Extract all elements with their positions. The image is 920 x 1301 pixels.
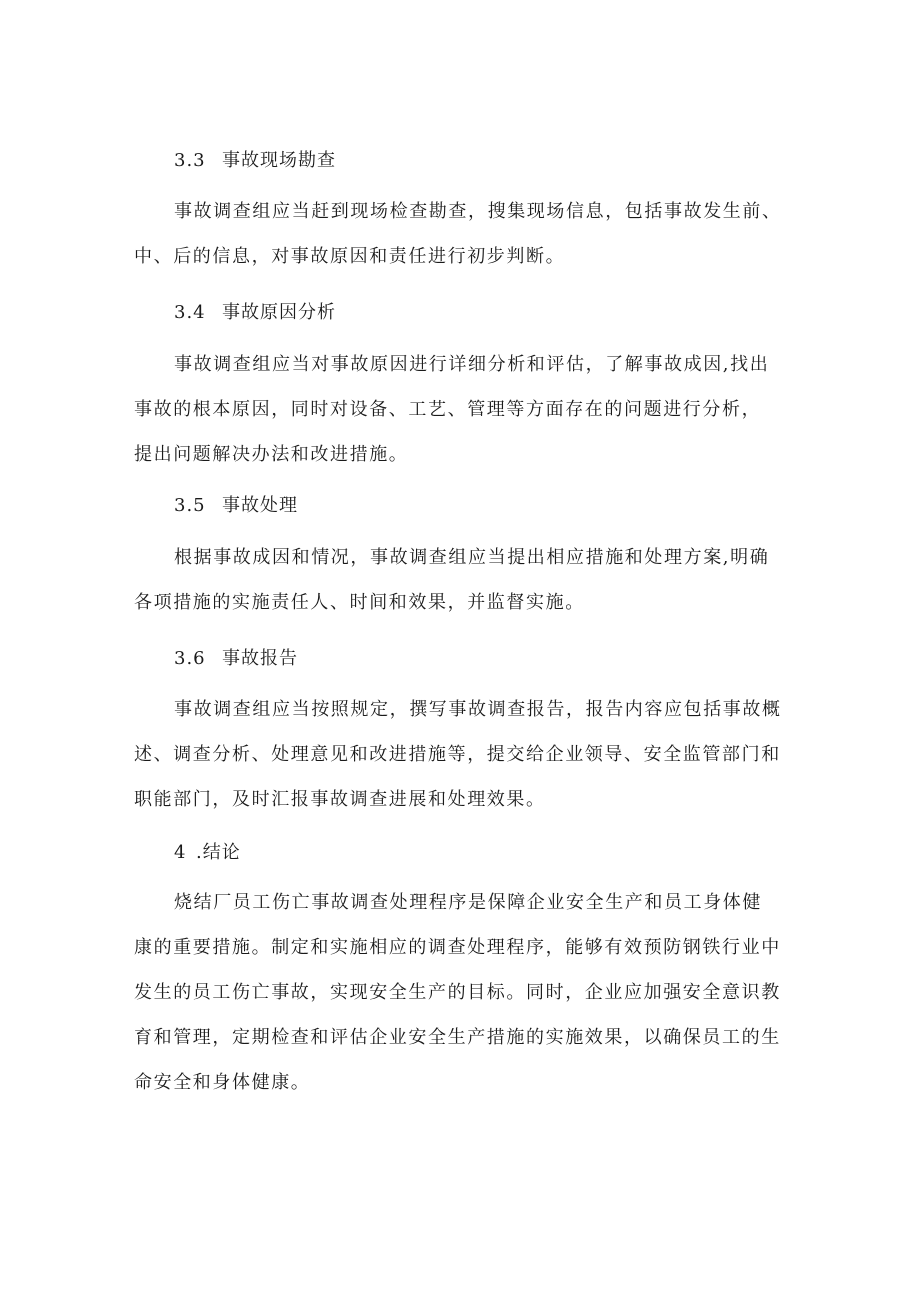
paragraph-line: 发生的员工伤亡事故，实现安全生产的目标。同时，企业应加强安全意识教: [134, 982, 781, 1003]
section-heading-3-4: [174, 301, 336, 325]
paragraph-line: 中、后的信息，对事故原因和责任进行初步判断。: [134, 246, 566, 267]
paragraph-line: 事故调查组应当按照规定，撰写事故调查报告，报告内容应包括事故概: [174, 699, 782, 720]
paragraph-line: 命安全和身体健康。: [134, 1072, 311, 1093]
paragraph-line: 康的重要措施。制定和实施相应的调查处理程序，能够有效预防钢铁行业中: [134, 937, 781, 958]
paragraph-line: 根据事故成因和情况，事故调查组应当提出相应措施和处理方案,明确: [174, 547, 770, 568]
section-paragraph-3-5: [134, 535, 804, 625]
section-number: 3.6: [174, 648, 206, 669]
section-paragraph-3-3: [134, 189, 804, 279]
section-title: .结论: [196, 842, 241, 863]
section-heading-4: [174, 841, 241, 865]
section-number: 3.4: [174, 302, 206, 323]
paragraph-line: 各项措施的实施责任人、时间和效果，并监督实施。: [134, 592, 585, 613]
section-title: 事故报告: [222, 648, 298, 669]
section-title: 事故现场勘查: [222, 150, 336, 171]
section-number: 3.3: [174, 150, 206, 171]
section-number: 3.5: [174, 495, 206, 516]
paragraph-line: 职能部门，及时汇报事故调查进展和处理效果。: [134, 789, 546, 810]
section-paragraph-4: [134, 880, 804, 1105]
paragraph-line: 提出问题解决办法和改进措施。: [134, 444, 409, 465]
section-title: 事故原因分析: [222, 302, 336, 323]
section-heading-3-3: [174, 149, 336, 173]
section-heading-3-6: [174, 647, 298, 671]
section-title: 事故处理: [222, 495, 298, 516]
section-number: 4: [174, 842, 187, 863]
paragraph-line: 事故的根本原因，同时对设备、工艺、管理等方面存在的问题进行分析，: [134, 399, 762, 420]
paragraph-line: 烧结厂员工伤亡事故调查处理程序是保障企业安全生产和员工身体健: [174, 892, 762, 913]
paragraph-line: 事故调查组应当对事故原因进行详细分析和评估，了解事故成因,找出: [174, 354, 770, 375]
paragraph-line: 育和管理，定期检查和评估企业安全生产措施的实施效果，以确保员工的生: [134, 1027, 781, 1048]
paragraph-line: 事故调查组应当赶到现场检查勘查，搜集现场信息，包括事故发生前、: [174, 201, 782, 222]
section-paragraph-3-4: [134, 342, 804, 477]
section-heading-3-5: [174, 494, 298, 518]
section-paragraph-3-6: [134, 687, 804, 822]
paragraph-line: 述、调查分析、处理意见和改进措施等，提交给企业领导、安全监管部门和: [134, 744, 781, 765]
